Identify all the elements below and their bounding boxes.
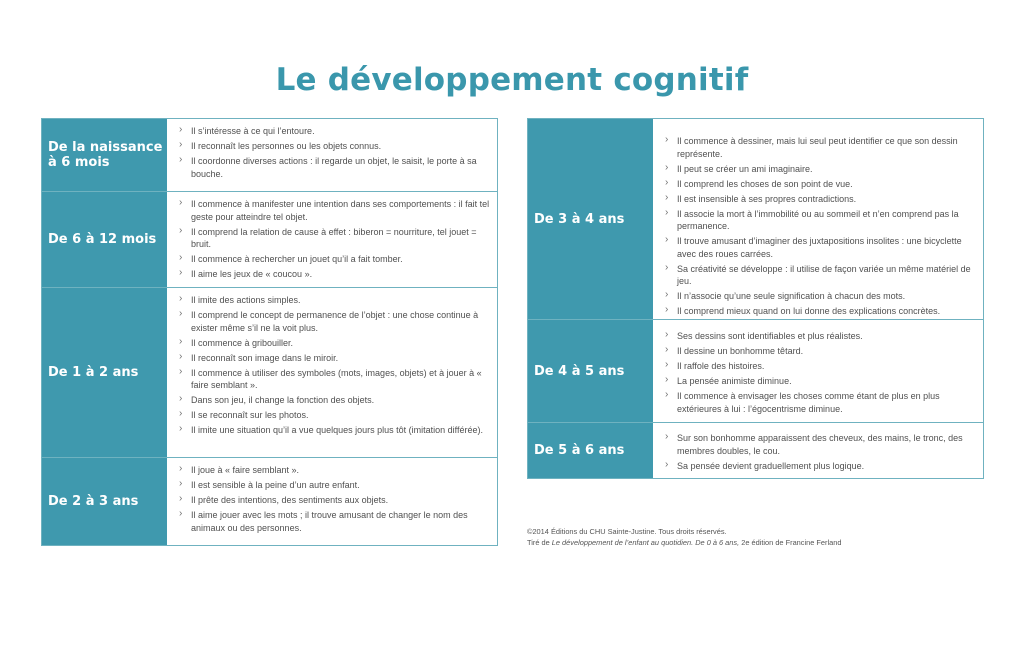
age-row-2-3-years xyxy=(42,457,497,545)
age-row-3-4-years xyxy=(528,119,983,319)
milestone-item: › Il commence à manifester une intention dans ses comportements : il fait tel geste pour atteindre tel objet. xyxy=(179,198,491,223)
age-label: De 5 à 6 ans xyxy=(528,423,653,478)
milestone-list xyxy=(665,135,977,318)
milestone-item: › Il aime les jeux de « coucou ». xyxy=(179,268,491,281)
milestone-item: › Il commence à gribouiller. xyxy=(179,337,491,350)
milestone-item: › Il n’associe qu’une seule signification à chacun des mots. xyxy=(665,290,977,303)
milestone-item: › Dans son jeu, il change la fonction des objets. xyxy=(179,394,491,407)
milestone-item: › Il commence à utiliser des symboles (mots, images, objets) et à jouer à « faire semblant ». xyxy=(179,367,491,392)
milestone-item: › Il comprend la relation de cause à effet : biberon = nourriture, tel jouet = bruit. xyxy=(179,226,491,251)
milestone-item: › Il reconnaît les personnes ou les objets connus. xyxy=(179,140,491,153)
milestone-list xyxy=(179,294,491,437)
milestone-item: › Il joue à « faire semblant ». xyxy=(179,464,491,477)
copyright-credit xyxy=(527,526,841,548)
age-label: De la naissance à 6 mois xyxy=(42,119,167,191)
milestone-item: › Il commence à envisager les choses comme étant de plus en plus extérieures à lui : l’égocentrisme diminue. xyxy=(665,390,977,415)
age-row-4-5-years xyxy=(528,319,983,422)
milestone-item: › Il reconnaît son image dans le miroir. xyxy=(179,352,491,365)
milestone-list xyxy=(665,330,977,415)
milestone-item: › Il comprend les choses de son point de vue. xyxy=(665,178,977,191)
milestone-item: › Ses dessins sont identifiables et plus réalistes. xyxy=(665,330,977,343)
age-row-1-2-years xyxy=(42,287,497,457)
milestone-list xyxy=(665,432,977,472)
milestone-list xyxy=(179,198,491,281)
milestone-item: › Il comprend le concept de permanence de l’objet : une chose continue à exister même s’il ne la voit plus. xyxy=(179,309,491,334)
milestone-item: › Il imite des actions simples. xyxy=(179,294,491,307)
milestone-item: › Il dessine un bonhomme têtard. xyxy=(665,345,977,358)
age-row-6-12-months xyxy=(42,191,497,287)
right-table xyxy=(527,118,984,479)
milestone-item: › Il raffole des histoires. xyxy=(665,360,977,373)
milestone-item: › Il est sensible à la peine d’un autre enfant. xyxy=(179,479,491,492)
age-label: De 6 à 12 mois xyxy=(42,192,167,287)
milestone-item: › Il comprend mieux quand on lui donne des explications concrètes. xyxy=(665,305,977,318)
milestone-item: › Sa pensée devient graduellement plus logique. xyxy=(665,460,977,473)
milestone-item: › Il s’intéresse à ce qui l’entoure. xyxy=(179,125,491,138)
source-line xyxy=(527,537,841,548)
source-suffix: 2e édition de Francine Ferland xyxy=(739,538,842,547)
page-title: Le développement cognitif xyxy=(275,62,749,98)
milestone-item: › Il aime jouer avec les mots ; il trouve amusant de changer le nom des animaux ou des personnes. xyxy=(179,509,491,534)
milestone-list xyxy=(179,464,491,534)
milestone-item: › Il commence à dessiner, mais lui seul peut identifier ce que son dessin représente. xyxy=(665,135,977,160)
milestone-item: › La pensée animiste diminue. xyxy=(665,375,977,388)
book-title: Le développement de l’enfant au quotidien. De 0 à 6 ans, xyxy=(551,538,740,547)
age-label: De 1 à 2 ans xyxy=(42,288,167,457)
age-label: De 3 à 4 ans xyxy=(528,119,653,319)
age-label: De 2 à 3 ans xyxy=(42,458,167,545)
milestone-item: › Il est insensible à ses propres contradictions. xyxy=(665,193,977,206)
milestone-list xyxy=(179,125,491,180)
milestone-item: › Sa créativité se développe : il utilise de façon variée un même matériel de jeu. xyxy=(665,263,977,288)
copyright-line: ©2014 Éditions du CHU Sainte-Justine. Tous droits réservés. xyxy=(527,527,727,536)
milestone-item: › Il peut se créer un ami imaginaire. xyxy=(665,163,977,176)
milestone-item: › Il trouve amusant d’imaginer des juxtapositions insolites : une bicyclette avec des roues carrées. xyxy=(665,235,977,260)
milestone-item: › Il imite une situation qu’il a vue quelques jours plus tôt (imitation différée). xyxy=(179,424,491,437)
milestone-item: › Sur son bonhomme apparaissent des cheveux, des mains, le tronc, des membres doubles, le cou. xyxy=(665,432,977,457)
age-row-5-6-years xyxy=(528,422,983,478)
milestone-item: › Il coordonne diverses actions : il regarde un objet, le saisit, le porte à sa bouche. xyxy=(179,155,491,180)
milestone-item: › Il prête des intentions, des sentiments aux objets. xyxy=(179,494,491,507)
age-row-0-6-months xyxy=(42,119,497,191)
milestone-item: › Il associe la mort à l’immobilité ou au sommeil et n’en comprend pas la permanence. xyxy=(665,208,977,233)
milestone-item: › Il se reconnaît sur les photos. xyxy=(179,409,491,422)
milestone-item: › Il commence à rechercher un jouet qu’il a fait tomber. xyxy=(179,253,491,266)
source-prefix: Tiré de xyxy=(527,538,552,547)
left-table xyxy=(41,118,498,546)
age-label: De 4 à 5 ans xyxy=(528,320,653,422)
